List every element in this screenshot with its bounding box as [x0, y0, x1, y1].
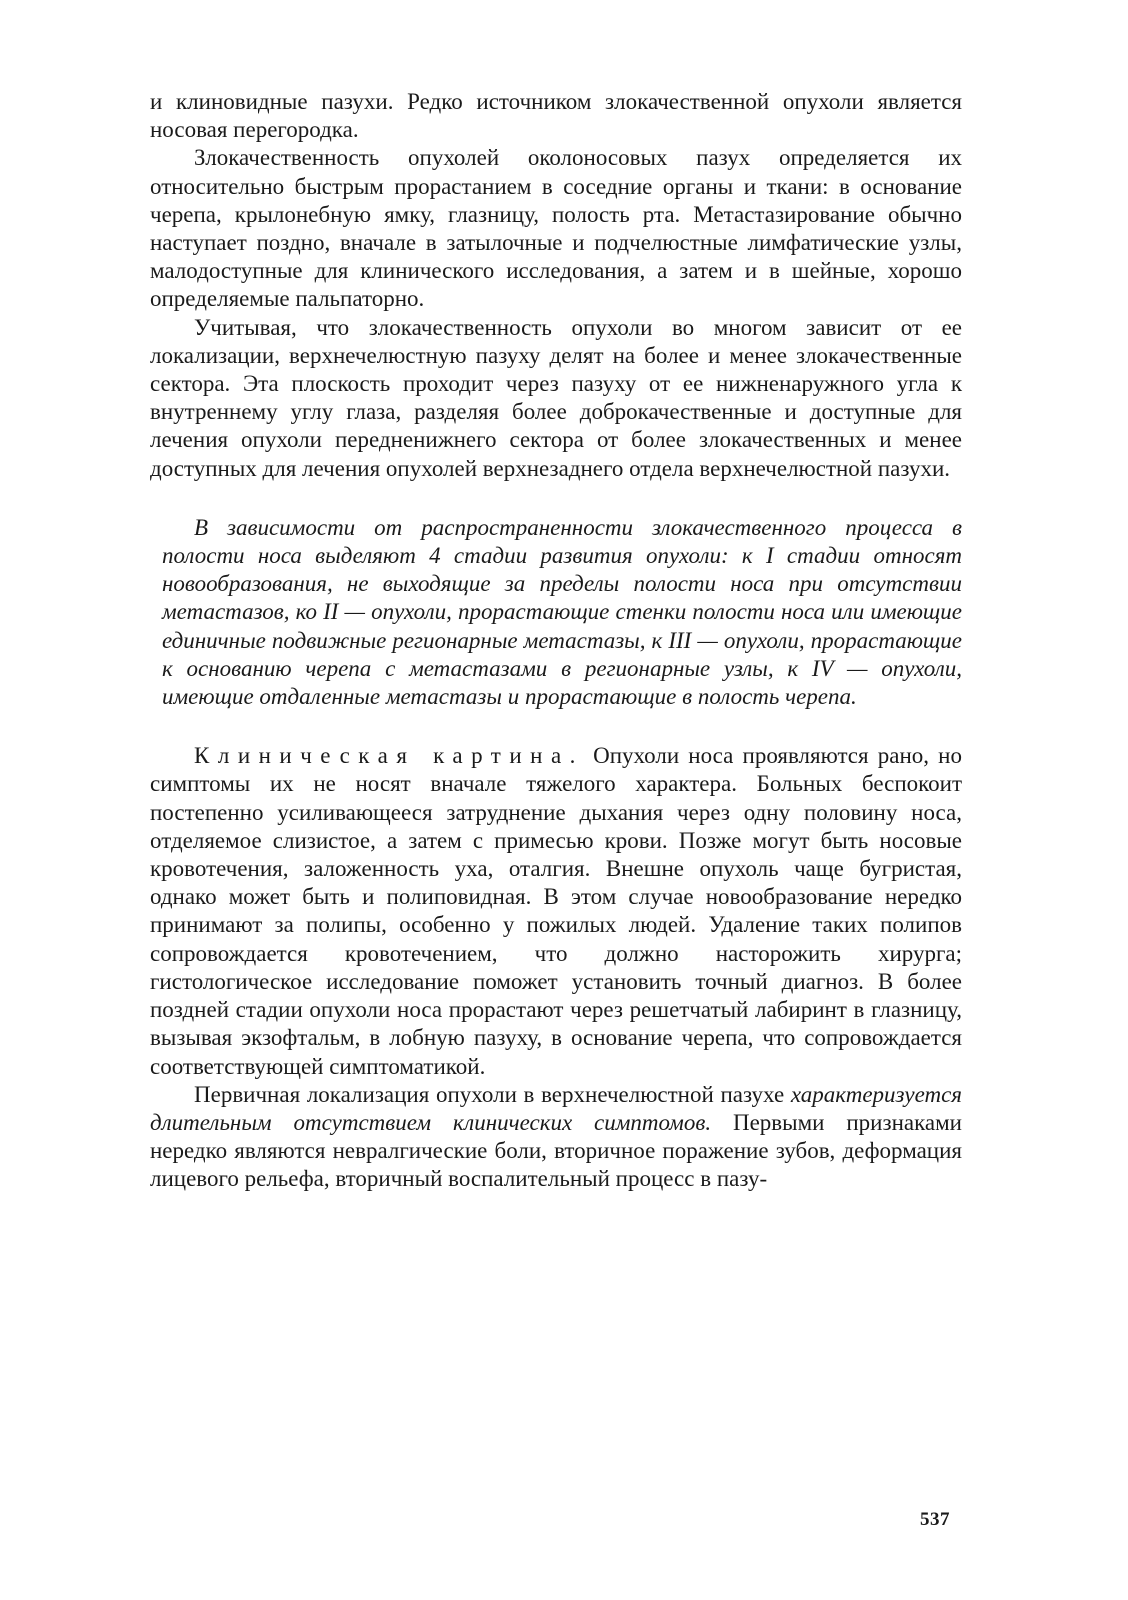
page-number: 537: [920, 1509, 950, 1530]
maxillary-text-end: Первыми признаками нередко являются невралгические боли, вторичное поражение зубов, деформация лицевого рельефа, вторичный воспалительный процесс в пазу-: [150, 1109, 962, 1192]
clinical-picture-heading: Клиническая картина.: [194, 743, 584, 769]
paragraph-tumor-stages: В зависимости от распространенности злокачественного процесса в полости носа выделяют 4 стадии развития опухоли: к I стадии относят новообразования, не выходящие за пределы полости носа при отсутствии метастазов, ко II — опухоли, прорастающие стенки полости носа или имеющие единичные подвижные регионарные метастазы, к III — опухоли, прорастающие к основанию черепа с метастазами в регионарные узлы, к IV — опухоли, имеющие отдаленные метастазы и прорастающие в полость черепа.: [162, 514, 962, 710]
paragraph-maxillary-localization: [150, 1081, 962, 1194]
maxillary-text-emphasis: характеризуется длительным отсутствием клинических симптомов.: [150, 1081, 962, 1135]
paragraph-clinical-picture: [150, 742, 962, 1080]
page-body: [150, 88, 962, 1194]
paragraph-sinuses-intro: и клиновидные пазухи. Редко источником злокачественной опухоли является носовая перегородка.: [150, 89, 962, 143]
clinical-picture-text: Опухоли носа проявляются рано, но симптомы их не носят вначале тяжелого характера. Больных беспокоит постепенно усиливающееся затруднение дыхания через одну половину носа, отделяемое слизистое, а затем с примесью крови. Позже могут быть носовые кровотечения, заложенность уха, оталгия. Внешне опухоль чаще бугристая, однако может быть и полиповидная. В этом случае новообразование нередко принимают за полипы, особенно у пожилых людей. Удаление таких полипов сопровождается кровотечением, что должно насторожить хирурга; гистологическое исследование поможет установить точный диагноз. В более поздней стадии опухоли носа прорастают через решетчатый лабиринт в глазницу, вызывая экзофтальм, в лобную пазуху, в основание черепа, что сопровождается соответствующей симптоматикой.: [150, 743, 962, 1079]
maxillary-text-start: Первичная локализация опухоли в верхнечелюстной пазухе: [194, 1081, 791, 1107]
paragraph-malignancy: Злокачественность опухолей околоносовых пазух определяется их относительно быстрым прорастанием в соседние органы и ткани: в основание черепа, крылонебную ямку, глазницу, полость рта. Метастазирование обычно наступает поздно, вначале в затылочные и подчелюстные лимфатические узлы, малодоступные для клинического исследования, а затем и в шейные, хорошо определяемые пальпаторно.: [150, 145, 962, 312]
paragraph-sectors: Учитывая, что злокачественность опухоли во многом зависит от ее локализации, верхнечелюстную пазуху делят на более и менее злокачественные сектора. Эта плоскость проходит через пазуху от ее нижненаружного угла к внутреннему углу глаза, разделяя более доброкачественные и доступные для лечения опухоли передненижнего сектора от более злокачественных и менее доступных для лечения опухолей верхнезаднего отдела верхнечелюстной пазухи.: [150, 314, 962, 481]
